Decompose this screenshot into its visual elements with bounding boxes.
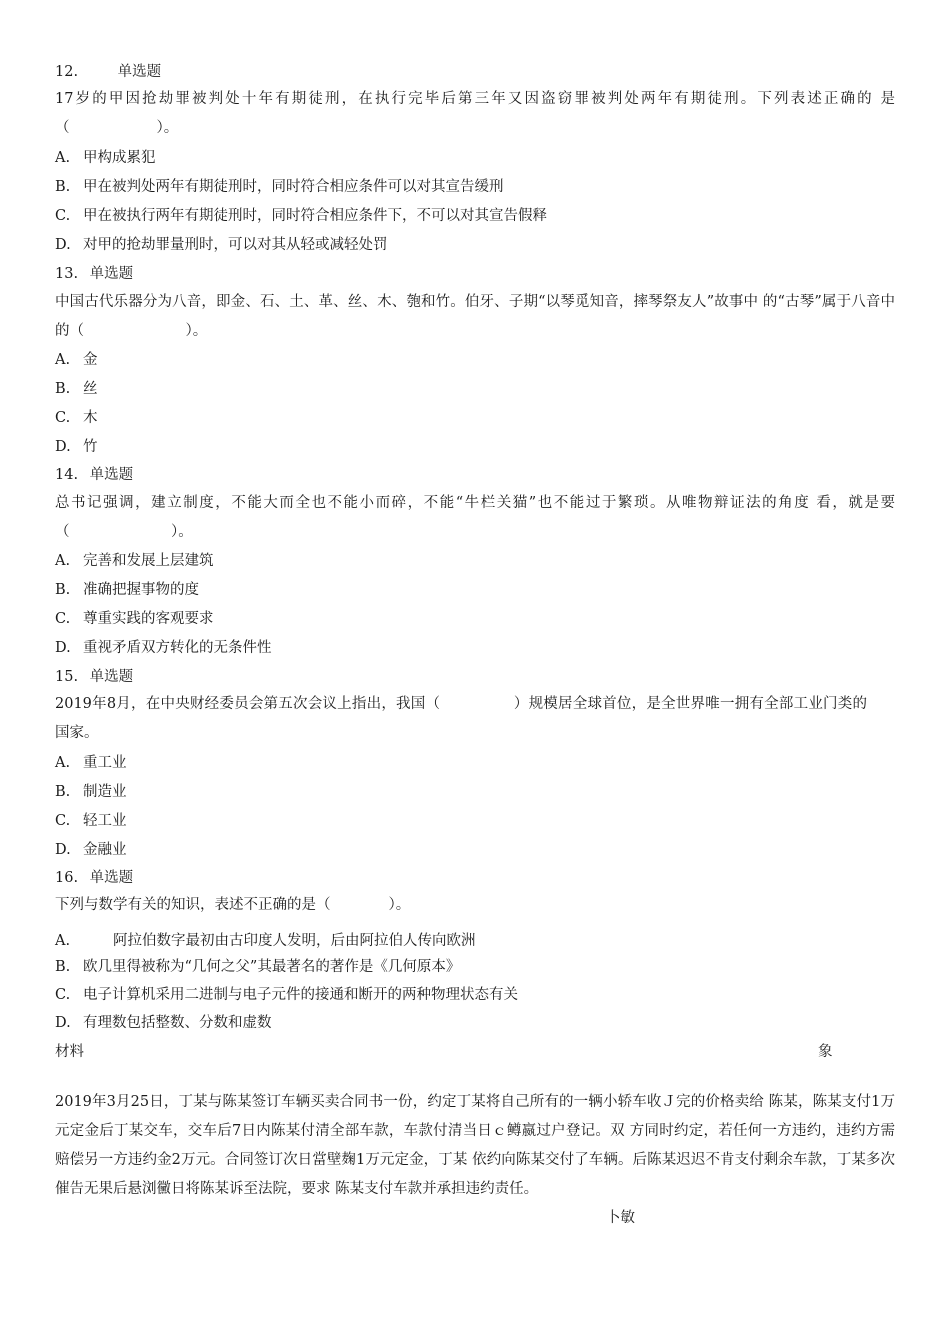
question-12-option-d[interactable]: [55, 233, 388, 254]
option-text: 甲在被判处两年有期徒刑时，同时符合相应条件可以对其宣告缓刑: [83, 179, 504, 195]
option-text: 金: [83, 352, 98, 368]
question-16-option-c[interactable]: [55, 983, 518, 1004]
question-13-option-d[interactable]: [55, 435, 98, 456]
option-text: 准确把握事物的度: [83, 582, 199, 598]
question-16-stem: 下列与数学有关的知识，表述不正确的是（ ）。: [55, 897, 411, 913]
option-text: 轻工业: [83, 813, 127, 829]
option-letter: D.: [55, 439, 71, 455]
option-text: 完善和发展上层建筑: [83, 553, 214, 569]
question-12-option-a[interactable]: [55, 146, 156, 167]
option-letter: D.: [55, 842, 71, 858]
option-letter: C.: [55, 410, 71, 426]
question-number: 14.: [55, 467, 79, 483]
option-text: 金融业: [83, 842, 127, 858]
option-letter: A.: [55, 150, 71, 166]
question-13-option-b[interactable]: [55, 377, 98, 398]
option-text: 丝: [83, 381, 98, 397]
question-14-header: [55, 463, 133, 484]
question-16-option-d[interactable]: [55, 1011, 272, 1032]
option-letter: A.: [55, 755, 71, 771]
question-15-option-d[interactable]: [55, 838, 127, 859]
option-letter: B.: [55, 582, 71, 598]
option-letter: A.: [55, 352, 71, 368]
question-type: 单选题: [89, 669, 134, 685]
question-12-option-c[interactable]: [55, 204, 547, 225]
question-number: 15.: [55, 669, 79, 685]
material-label-right: 象: [818, 1044, 833, 1060]
question-15-option-a[interactable]: [55, 751, 127, 772]
option-text: 电子计算机采用二进制与电子元件的接通和断开的两种物理状态有关: [83, 987, 518, 1003]
option-text: 制造业: [83, 784, 127, 800]
question-type: 单选题: [117, 64, 162, 80]
option-letter: D.: [55, 1015, 71, 1031]
question-13-option-c[interactable]: [55, 406, 98, 427]
question-type: 单选题: [89, 467, 134, 483]
question-number: 16.: [55, 870, 79, 886]
question-14-option-d[interactable]: [55, 636, 272, 657]
option-text: 重工业: [83, 755, 127, 771]
material-text: 2019年3月25日，丁某与陈某签订车辆买卖合同书一份，约定丁某将自己所有的一辆小轿车收Ｊ完的价格卖给 陈某，陈某支付1万元定金后丁某交车，交车后7日内陈某付清全部车款，车款付清当日ｃ鳟嬴过户登记。双 方同时约定，若任何一方违约，违约方需赔偿另一方违约金2万元。合同签订次日當壁麹1万元定金，丁某 依约向陈某交付了车辆。后陈某迟迟不肯支付剩余车款，丁某多次催告无果后悬浏黴日将陈某诉至法院，要求 陈某支付车款并承担违约责任。: [55, 1094, 895, 1197]
material-footer-note: 卜敏: [606, 1210, 635, 1226]
option-text: 对甲的抢劫罪量刑时，可以对其从轻或减轻处罚: [83, 237, 388, 253]
option-letter: C.: [55, 611, 71, 627]
question-number: 13.: [55, 266, 79, 282]
question-15-option-b[interactable]: [55, 780, 127, 801]
option-text: 甲构成累犯: [83, 150, 156, 166]
option-letter: B.: [55, 959, 71, 975]
question-14-stem: 总书记强调，建立制度，不能大而全也不能小而碎，不能“牛栏关猫”也不能过于繁琐。从唯物辩证法的角度 看，就是要（ ）。: [55, 495, 895, 540]
question-14-option-a[interactable]: [55, 549, 214, 570]
question-12-stem: 17岁的甲因抢劫罪被判处十年有期徒刑，在执行完毕后第三年又因盗窃罪被判处两年有期徒刑。下列表述正确的 是（ ）。: [55, 91, 895, 136]
question-13-stem: 中国古代乐器分为八音，即金、石、土、革、丝、木、匏和竹。伯牙、子期“以琴觅知音，摔琴祭友人”故事中 的“古琴”属于八音中的（ ）。: [55, 294, 895, 339]
option-text: 尊重实践的客观要求: [83, 611, 214, 627]
option-letter: C.: [55, 208, 71, 224]
question-15-option-c[interactable]: [55, 809, 127, 830]
question-12-option-b[interactable]: [55, 175, 504, 196]
option-letter: C.: [55, 813, 71, 829]
question-16-option-b[interactable]: [55, 955, 460, 976]
question-15-stem: 2019年8月，在中央财经委员会第五次会议上指出，我国（ ）规模居全球首位，是全世界唯一拥有全部工业门类的国家。: [55, 696, 867, 741]
option-text: 竹: [83, 439, 98, 455]
option-text: 重视矛盾双方转化的无条件性: [83, 640, 272, 656]
option-letter: D.: [55, 640, 71, 656]
option-letter: B.: [55, 784, 71, 800]
option-letter: C.: [55, 987, 71, 1003]
question-13-header: [55, 262, 133, 283]
option-letter: A.: [55, 933, 71, 949]
option-text: 阿拉伯数字最初由古印度人发明，后由阿拉伯人传向欧洲: [113, 933, 476, 949]
question-type: 单选题: [89, 870, 134, 886]
option-text: 木: [83, 410, 98, 426]
question-16-header: [55, 866, 133, 887]
question-14-option-c[interactable]: [55, 607, 214, 628]
option-letter: D.: [55, 237, 71, 253]
option-letter: B.: [55, 179, 71, 195]
option-text: 欧几里得被称为“几何之父”其最著名的著作是《几何原本》: [83, 959, 461, 975]
option-letter: B.: [55, 381, 71, 397]
question-12-header: [55, 60, 161, 81]
question-16-option-a[interactable]: [55, 929, 476, 950]
question-type: 单选题: [89, 266, 134, 282]
question-13-option-a[interactable]: [55, 348, 98, 369]
question-15-header: [55, 665, 133, 686]
option-text: 甲在被执行两年有期徒刑时，同时符合相应条件下，不可以对其宣告假释: [83, 208, 547, 224]
material-label: 材料: [55, 1044, 84, 1060]
option-text: 有理数包括整数、分数和虚数: [83, 1015, 272, 1031]
question-number: 12.: [55, 64, 79, 80]
option-letter: A.: [55, 553, 71, 569]
question-14-option-b[interactable]: [55, 578, 199, 599]
